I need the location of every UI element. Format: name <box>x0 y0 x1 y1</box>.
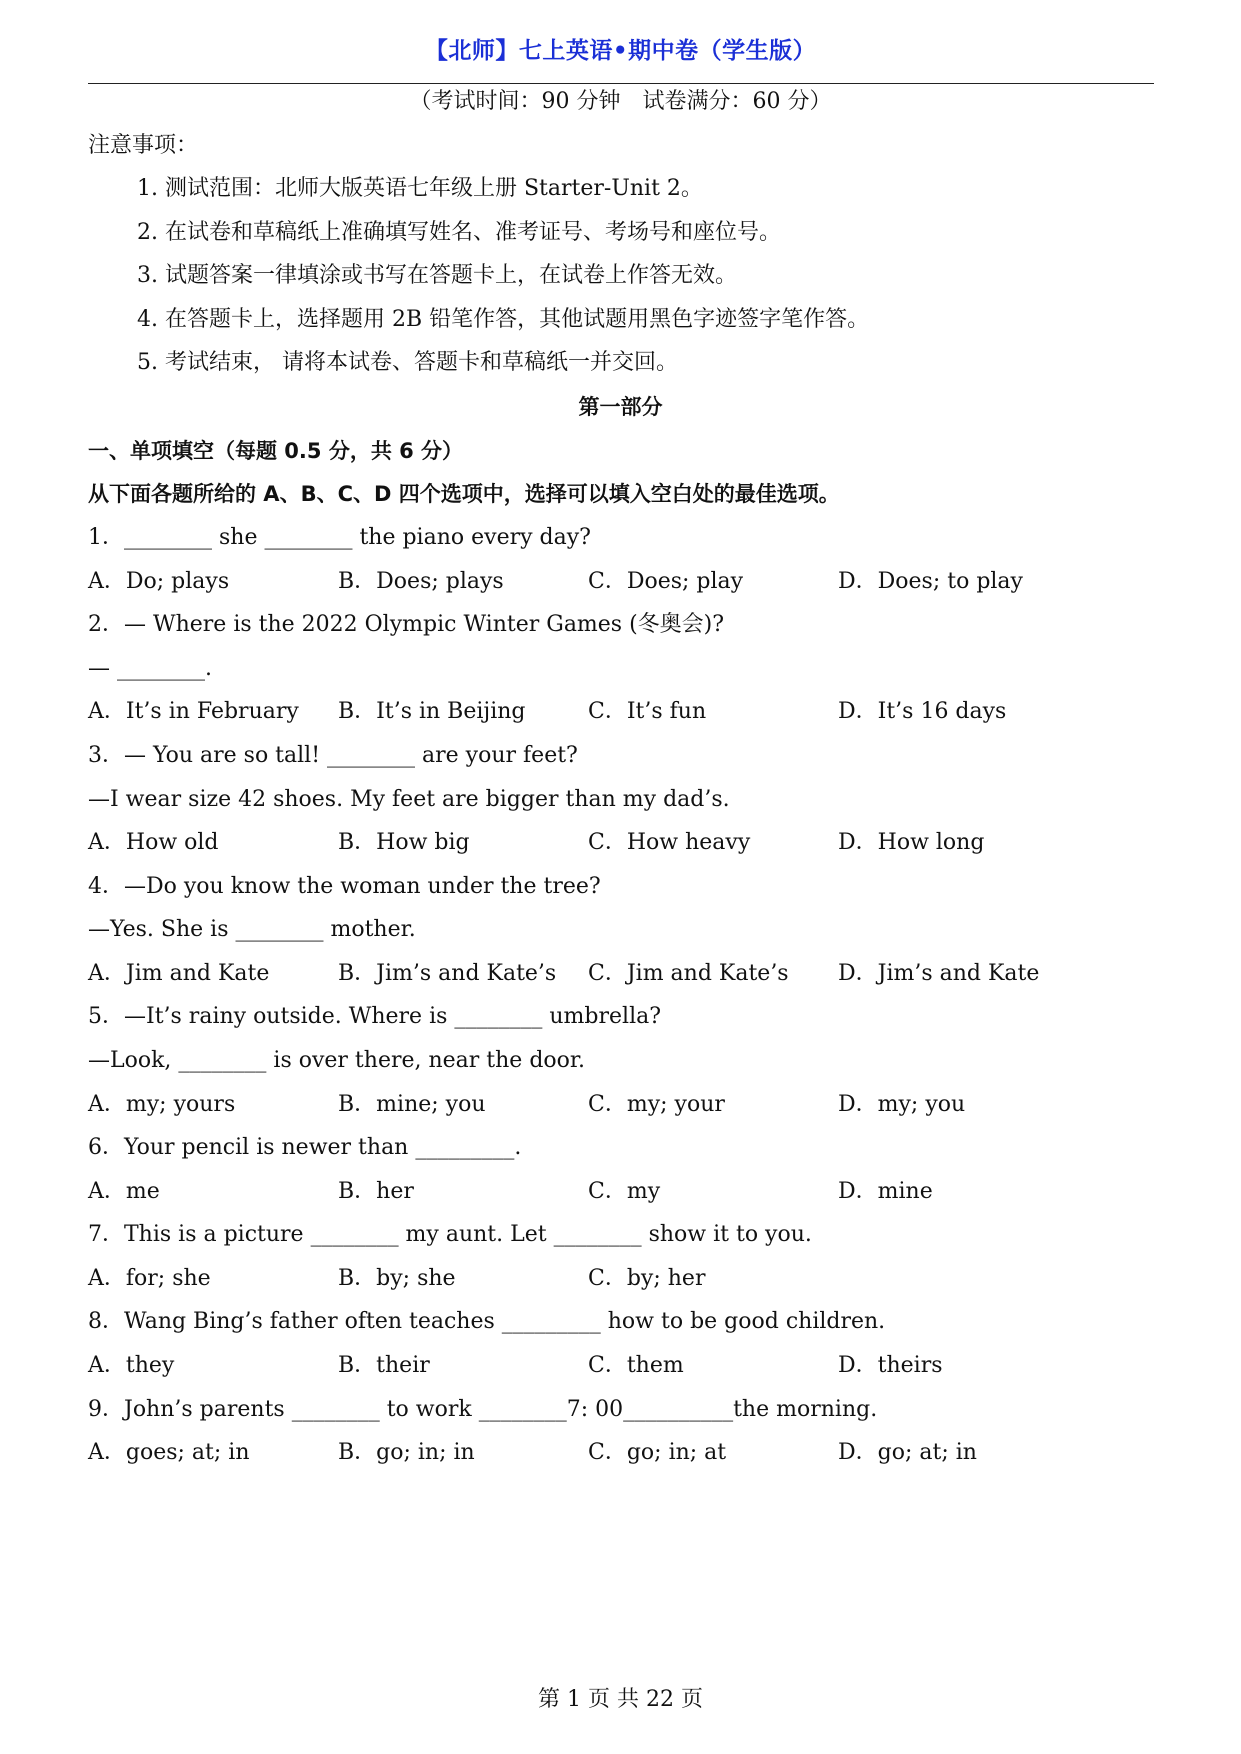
section-title: 一、单项填空（每题 0.5 分，共 6 分） <box>88 439 464 463</box>
option-b[interactable]: B．Does; plays <box>338 569 504 594</box>
option-c[interactable]: C．Jim and Kate’s <box>588 961 789 986</box>
option-d[interactable]: D．my; you <box>838 1092 966 1117</box>
option-b[interactable]: B．their <box>338 1353 430 1378</box>
question-line: — ________. <box>88 656 212 681</box>
option-a[interactable]: A．How old <box>88 830 219 855</box>
question-stem: 1．________ she ________ the piano every day? <box>88 525 591 550</box>
question-line: —Look, ________ is over there, near the door. <box>88 1048 585 1073</box>
question-stem: 7．This is a picture ________ my aunt. Let ________ show it to you. <box>88 1222 812 1247</box>
option-a[interactable]: A．me <box>88 1179 160 1204</box>
option-c[interactable]: C．Does; play <box>588 569 744 594</box>
question-line: —I wear size 42 shoes. My feet are bigger than my dad’s. <box>88 787 730 812</box>
header-divider <box>88 83 1154 84</box>
option-d[interactable]: D．mine <box>838 1179 933 1204</box>
option-a[interactable]: A．they <box>88 1353 175 1378</box>
note-item: 3. 试题答案一律填涂或书写在答题卡上，在试卷上作答无效。 <box>137 263 737 288</box>
question-stem: 2．— Where is the 2022 Olympic Winter Games (冬奥会)? <box>88 612 725 637</box>
option-d[interactable]: D．go; at; in <box>838 1440 977 1465</box>
option-c[interactable]: C．my; your <box>588 1092 725 1117</box>
question-line: —Yes. She is ________ mother. <box>88 917 416 942</box>
note-item: 5. 考试结束， 请将本试卷、答题卡和草稿纸一并交回。 <box>137 350 678 375</box>
notes-heading: 注意事项： <box>88 133 199 158</box>
option-a[interactable]: A．for; she <box>88 1266 211 1291</box>
section-instruction: 从下面各题所给的 A、B、C、D 四个选项中，选择可以填入空白处的最佳选项。 <box>88 482 840 506</box>
option-d[interactable]: D．How long <box>838 830 985 855</box>
option-a[interactable]: A．my; yours <box>88 1092 236 1117</box>
option-b[interactable]: B．mine; you <box>338 1092 486 1117</box>
option-d[interactable]: D．theirs <box>838 1353 943 1378</box>
option-d[interactable]: D．It’s 16 days <box>838 699 1007 724</box>
option-a[interactable]: A．Jim and Kate <box>88 961 270 986</box>
page-header-title: 【北师】七上英语•期中卷（学生版） <box>424 38 817 64</box>
option-c[interactable]: C．by; her <box>588 1266 706 1291</box>
option-c[interactable]: C．It’s fun <box>588 699 707 724</box>
question-stem: 8．Wang Bing’s father often teaches _________ how to be good children. <box>88 1309 886 1334</box>
question-stem: 9．John’s parents ________ to work ________7: 00__________the morning. <box>88 1397 878 1422</box>
option-d[interactable]: D．Does; to play <box>838 569 1023 594</box>
option-c[interactable]: C．How heavy <box>588 830 751 855</box>
question-stem: 4．—Do you know the woman under the tree? <box>88 874 601 899</box>
question-stem: 6．Your pencil is newer than _________. <box>88 1135 522 1160</box>
note-item: 2. 在试卷和草稿纸上准确填写姓名、准考证号、考场号和座位号。 <box>137 220 781 245</box>
option-b[interactable]: B．How big <box>338 830 470 855</box>
option-d[interactable]: D．Jim’s and Kate <box>838 961 1040 986</box>
option-a[interactable]: A．Do; plays <box>88 569 230 594</box>
option-c[interactable]: C．my <box>588 1179 661 1204</box>
option-b[interactable]: B．her <box>338 1179 414 1204</box>
question-stem: 3．— You are so tall! ________ are your feet? <box>88 743 578 768</box>
option-a[interactable]: A．goes; at; in <box>88 1440 250 1465</box>
option-b[interactable]: B．Jim’s and Kate’s <box>338 961 557 986</box>
question-stem: 5．—It’s rainy outside. Where is ________ umbrella? <box>88 1004 662 1029</box>
exam-info: （考试时间：90 分钟 试卷满分：60 分） <box>409 89 832 114</box>
page-number-footer: 第 1 页 共 22 页 <box>538 1687 703 1712</box>
option-c[interactable]: C．them <box>588 1353 684 1378</box>
option-a[interactable]: A．It’s in February <box>88 699 299 724</box>
option-b[interactable]: B．go; in; in <box>338 1440 475 1465</box>
part-title: 第一部分 <box>578 395 663 419</box>
note-item: 1. 测试范围：北师大版英语七年级上册 Starter-Unit 2。 <box>137 176 703 201</box>
option-b[interactable]: B．by; she <box>338 1266 456 1291</box>
option-b[interactable]: B．It’s in Beijing <box>338 699 526 724</box>
option-c[interactable]: C．go; in; at <box>588 1440 727 1465</box>
note-item: 4. 在答题卡上，选择题用 2B 铅笔作答，其他试题用黑色字迹签字笔作答。 <box>137 307 870 332</box>
